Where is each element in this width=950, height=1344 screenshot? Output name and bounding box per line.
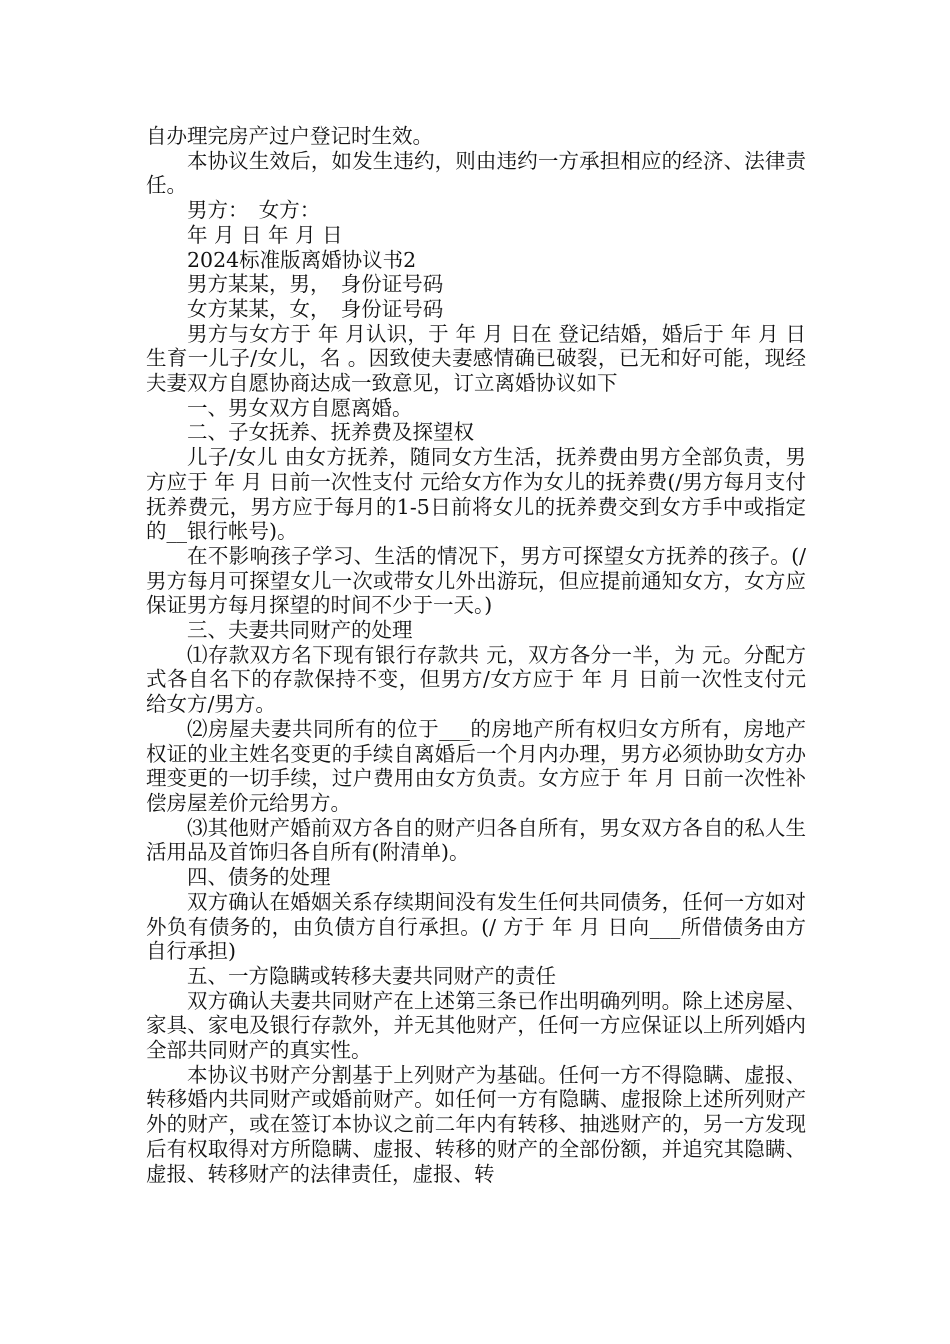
party-female: 女方某某，女， 身份证号码 — [187, 296, 444, 321]
section-heading-property: 三、夫妻共同财产的处理 — [187, 618, 413, 643]
paragraph-background: 男方与女方于 年 月认识，于 年 月 日在 登记结婚，婚后于 年 月 日生育一儿子/女儿，名 。因致使夫妻感情确已破裂，已无和好可能，现经夫妻双方自愿协商达成一致意见，订立离婚协议如下 — [146, 321, 806, 396]
section-heading-debts: 四、债务的处理 — [187, 865, 331, 890]
signature-labels: 男方： 女方： — [187, 198, 321, 223]
paragraph-property-confirmation: 双方确认夫妻共同财产在上述第三条已作出明确列明。除上述房屋、家具、家电及银行存款外，并无其他财产，任何一方应保证以上所列婚内全部共同财产的真实性。 — [146, 988, 806, 1063]
document-body — [146, 124, 806, 1186]
signature-dates: 年 月 日 年 月 日 — [187, 222, 343, 247]
paragraph-house: ⑵房屋夫妻共同所有的位于___的房地产所有权归女方所有，房地产权证的业主姓名变更的手续自离婚后一个月内办理，男方必须协助女方办理变更的一切手续，过户费用由女方负责。女方应于 年 月 日前一次性补偿房屋差价元给男方。 — [146, 716, 806, 815]
paragraph-visitation: 在不影响孩子学习、生活的情况下，男方可探望女方抚养的孩子。(/男方每月可探望女儿一次或带女儿外出游玩，但应提前通知女方，女方应保证男方每月探望的时间不少于一天。) — [146, 543, 806, 618]
paragraph-child-custody: 儿子/女儿 由女方抚养，随同女方生活，抚养费由男方全部负责，男方应于 年 月 日前一次性支付 元给女方作为女儿的抚养费(/男方每月支付抚养费元，男方应于每月的1-5日前将女儿的抚养费交到女方手中或指定的__银行帐号)。 — [146, 445, 806, 544]
paragraph-breach-liability: 本协议生效后，如发生违约，则由违约一方承担相应的经济、法律责任。 — [146, 148, 806, 198]
section-heading-divorce: 一、男女双方自愿离婚。 — [187, 395, 413, 420]
paragraph-effective-date: 自办理完房产过户登记时生效。 — [146, 124, 433, 148]
paragraph-debts: 双方确认在婚姻关系存续期间没有发生任何共同债务，任何一方如对外负有债务的，由负债方自行承担。(/ 方于 年 月 日向___所借债务由方自行承担) — [146, 889, 806, 964]
section-heading-concealment: 五、一方隐瞒或转移夫妻共同财产的责任 — [187, 963, 556, 988]
document-title: 2024标准版离婚协议书2 — [187, 247, 417, 272]
party-male: 男方某某，男， 身份证号码 — [187, 272, 444, 297]
paragraph-other-property: ⑶其他财产婚前双方各自的财产归各自所有，男女双方各自的私人生活用品及首饰归各自所有(附清单)。 — [146, 815, 806, 865]
section-heading-child-support: 二、子女抚养、抚养费及探望权 — [187, 420, 474, 445]
paragraph-concealment-liability: 本协议书财产分割基于上列财产为基础。任何一方不得隐瞒、虚报、转移婚内共同财产或婚前财产。如任何一方有隐瞒、虚报除上述所列财产外的财产，或在签订本协议之前二年内有转移、抽逃财产的，另一方发现后有权取得对方所隐瞒、虚报、转移的财产的全部份额，并追究其隐瞒、虚报、转移财产的法律责任，虚报、转 — [146, 1062, 806, 1186]
paragraph-deposits: ⑴存款双方名下现有银行存款共 元，双方各分一半，为 元。分配方式各自名下的存款保持不变，但男方/女方应于 年 月 日前一次性支付元给女方/男方。 — [146, 642, 806, 717]
